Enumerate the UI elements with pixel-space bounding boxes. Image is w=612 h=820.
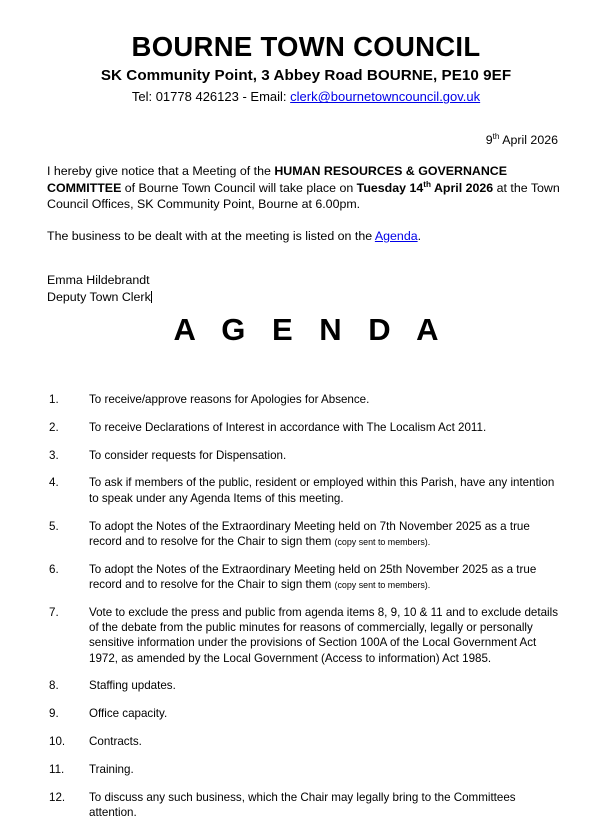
agenda-item-text <box>89 762 565 777</box>
meeting-date-month-year: April 2026 <box>430 180 494 195</box>
agenda-item-text <box>89 605 565 666</box>
agenda-item-body: Contracts. <box>89 735 142 749</box>
signatory-role: Deputy Town Clerk <box>47 289 151 304</box>
agenda-item-number: 10. <box>49 735 66 749</box>
agenda-item <box>49 706 565 721</box>
agenda-item <box>49 734 565 749</box>
agenda-item-text <box>89 392 565 407</box>
date-month-year: April 2026 <box>499 133 558 148</box>
organisation-contact <box>47 89 565 106</box>
agenda-item-body: To adopt the Notes of the Extraordinary Meeting held on 7th November 2025 as a true record and to resolve for the Chair to sign them <box>89 519 530 548</box>
email-link[interactable]: clerk@bournetowncouncil.gov.uk <box>290 89 481 105</box>
agenda-item-text <box>89 519 565 550</box>
agenda-item-number: 4. <box>49 476 59 490</box>
agenda-item-body: To receive Declarations of Interest in accordance with The Localism Act 2011. <box>89 420 487 434</box>
agenda-item-number: 6. <box>49 562 59 576</box>
agenda-item-number: 11. <box>49 762 65 776</box>
agenda-item-number: 12. <box>49 790 66 804</box>
agenda-heading: A G E N D A <box>173 312 448 348</box>
organisation-address: SK Community Point, 3 Abbey Road BOURNE, PE10 9EF <box>100 67 512 85</box>
business-text-prefix: The business to be dealt with at the meeting is listed on the <box>47 228 375 243</box>
date-day: 9 <box>485 133 493 148</box>
agenda-item <box>49 475 565 506</box>
agenda-item-number: 7. <box>49 605 59 619</box>
agenda-item-number: 5. <box>49 519 59 533</box>
notice-text-part-1: I hereby give notice that a Meeting of the <box>47 164 275 179</box>
agenda-item-number: 8. <box>49 679 59 693</box>
meeting-date-ordinal-suffix: th <box>423 179 431 189</box>
agenda-item-text <box>89 678 565 693</box>
agenda-item <box>49 762 565 777</box>
agenda-item-list <box>47 392 565 820</box>
agenda-item-number: 1. <box>49 393 59 407</box>
date-ordinal-suffix: th <box>492 132 500 142</box>
business-text-suffix: . <box>417 228 422 243</box>
agenda-item-body: To receive/approve reasons for Apologies for Absence. <box>89 393 370 407</box>
agenda-item-body: Vote to exclude the press and public from agenda items 8, 9, 10 & 11 and to exclude details of the debate from the public minutes for reasons of commercially, legally or personally sensitive information under the provisions of Section 100A of the Local Government Act 1972, as amended by the Local Government (Access to information) Act 1985. <box>89 605 558 665</box>
notice-text-part-2: of Bourne Town Council will take place on <box>121 180 357 195</box>
meeting-date <box>357 181 494 195</box>
meeting-date-day: Tuesday 14 <box>356 180 424 195</box>
agenda-item-number: 9. <box>49 707 59 721</box>
business-paragraph <box>47 228 565 245</box>
organisation-title: BOURNE TOWN COUNCIL <box>131 31 481 62</box>
agenda-item <box>49 519 565 550</box>
agenda-item <box>49 562 565 593</box>
agenda-item-text <box>89 734 565 749</box>
notice-paragraph <box>47 163 565 213</box>
agenda-link[interactable]: Agenda <box>374 228 418 243</box>
agenda-item <box>49 790 565 820</box>
agenda-item-text <box>89 448 565 463</box>
agenda-item-body: To adopt the Notes of the Extraordinary Meeting held on 25th November 2025 as a true record and to resolve for the Chair to sign them <box>89 562 537 591</box>
agenda-item-text <box>89 706 565 721</box>
agenda-item <box>49 392 565 407</box>
agenda-item-body: Office capacity. <box>89 707 168 721</box>
agenda-item-number: 3. <box>49 448 59 462</box>
notice-text-part-3: at the Town Council Offices, SK Community Point, Bourne at 6.00pm. <box>47 180 560 212</box>
text-cursor-caret <box>151 291 152 303</box>
signature-block <box>47 272 565 305</box>
agenda-item-text <box>89 790 565 820</box>
agenda-item-body: To consider requests for Dispensation. <box>89 448 287 462</box>
agenda-item-text <box>89 420 565 435</box>
agenda-item-body: To discuss any such business, which the Chair may legally bring to the Committees attention. <box>89 790 516 819</box>
signatory-name: Emma Hildebrandt <box>47 273 150 288</box>
letter-date <box>47 133 565 147</box>
agenda-item-number: 2. <box>49 420 59 434</box>
agenda-item <box>49 605 565 666</box>
agenda-item-note: (copy sent to members). <box>334 536 431 547</box>
telephone-label: Tel: 01778 426123 - Email: <box>131 89 291 105</box>
agenda-item <box>49 420 565 435</box>
signatory-role-line <box>47 289 565 306</box>
agenda-item-body: To ask if members of the public, resident or employed within this Parish, have any intention to speak under any Agenda Items of this meeting. <box>89 476 555 505</box>
agenda-item <box>49 678 565 693</box>
agenda-item-text <box>89 475 565 506</box>
agenda-item-text <box>89 562 565 593</box>
agenda-item-note: (copy sent to members). <box>334 579 431 590</box>
agenda-item-body: Training. <box>89 762 134 776</box>
letterhead <box>47 0 565 106</box>
agenda-item-body: Staffing updates. <box>89 679 176 693</box>
committee-name: HUMAN RESOURCES & GOVERNANCE COMMITTEE <box>47 164 507 195</box>
agenda-item <box>49 448 565 463</box>
